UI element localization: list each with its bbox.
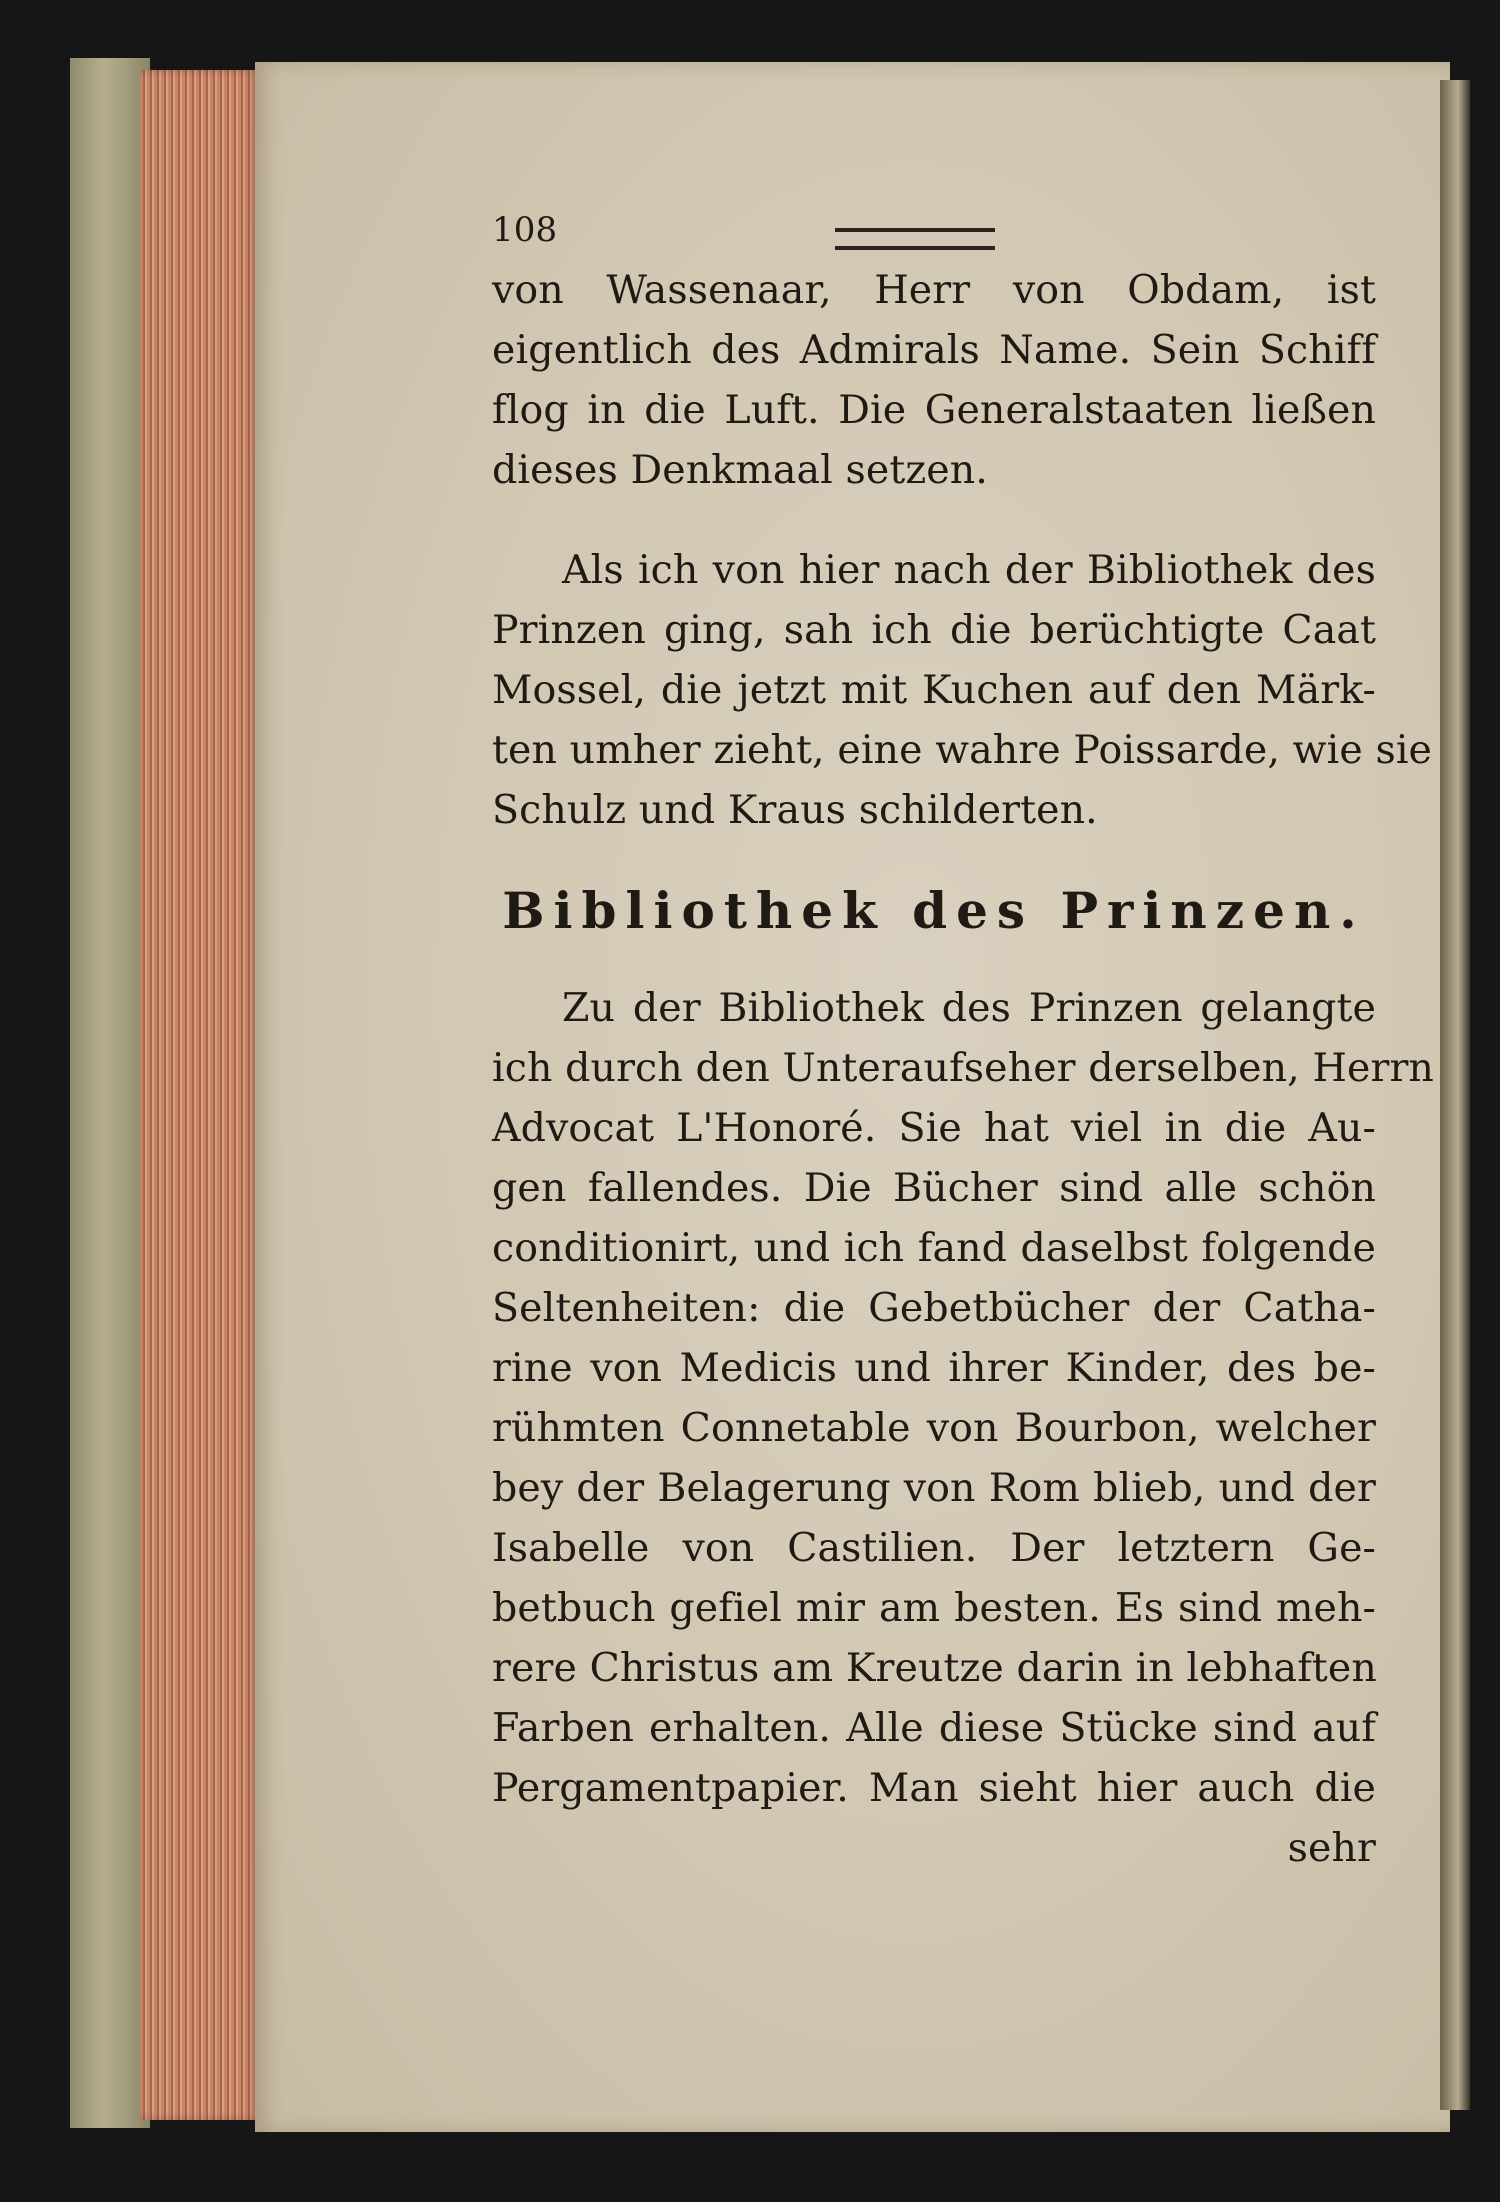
text-line: Prinzen ging, sah ich die berüchtigte Caat [492,607,1376,653]
text-line: Seltenheiten: die Gebetbücher der Catha- [492,1285,1376,1331]
text-line: Pergamentpapier. Man sieht hier auch die [492,1765,1376,1811]
text-line: betbuch gefiel mir am besten. Es sind meh- [492,1585,1376,1631]
page-text [492,210,1434,1878]
page-edges [140,70,260,2120]
catchword: sehr [1287,1825,1376,1871]
text-line: Mossel, die jetzt mit Kuchen auf den Märk- [492,667,1376,713]
running-header [492,210,1376,260]
text-line: dieses Denkmaal setzen. [492,447,988,493]
text-line: rere Christus am Kreutze darin in lebhaften [492,1645,1377,1691]
book-cover-edge [70,58,150,2128]
paragraph-spacer [492,500,1376,540]
paragraph-2 [492,540,1433,840]
text-line: Als ich von hier nach der Bibliothek des [562,547,1376,593]
text-line: Schulz und Kraus schilderten. [492,787,1098,833]
text-line: conditionirt, und ich fand daselbst folgende [492,1225,1376,1271]
text-line: ten umher zieht, eine wahre Poissarde, wie sie [492,727,1433,773]
text-line: ich durch den Unteraufseher derselben, Herrn [492,1045,1434,1091]
text-line: rine von Medicis und ihrer Kinder, des be- [492,1345,1376,1391]
section-heading: Bibliothek des Prinzen. [502,881,1366,940]
text-line: Isabelle von Castilien. Der letztern Ge- [492,1525,1376,1571]
page-number: 108 [492,210,558,250]
paragraph-1 [492,260,1376,500]
paragraph-3 [492,978,1434,1878]
text-line: bey der Belagerung von Rom blieb, und der [492,1465,1376,1511]
text-line: gen fallendes. Die Bücher sind alle schön [492,1165,1376,1211]
text-line: rühmten Connetable von Bourbon, welcher [492,1405,1376,1451]
text-line: Advocat L'Honoré. Sie hat viel in die Au- [492,1105,1376,1151]
header-rule [835,228,995,250]
text-line: Zu der Bibliothek des Prinzen gelangte [562,985,1376,1031]
page-gutter [1440,80,1470,2110]
text-line: Farben erhalten. Alle diese Stücke sind auf [492,1705,1376,1751]
text-line: von Wassenaar, Herr von Obdam, ist [492,267,1376,313]
text-line: flog in die Luft. Die Generalstaaten ließen [492,387,1376,433]
text-line: eigentlich des Admirals Name. Sein Schiff [492,327,1376,373]
